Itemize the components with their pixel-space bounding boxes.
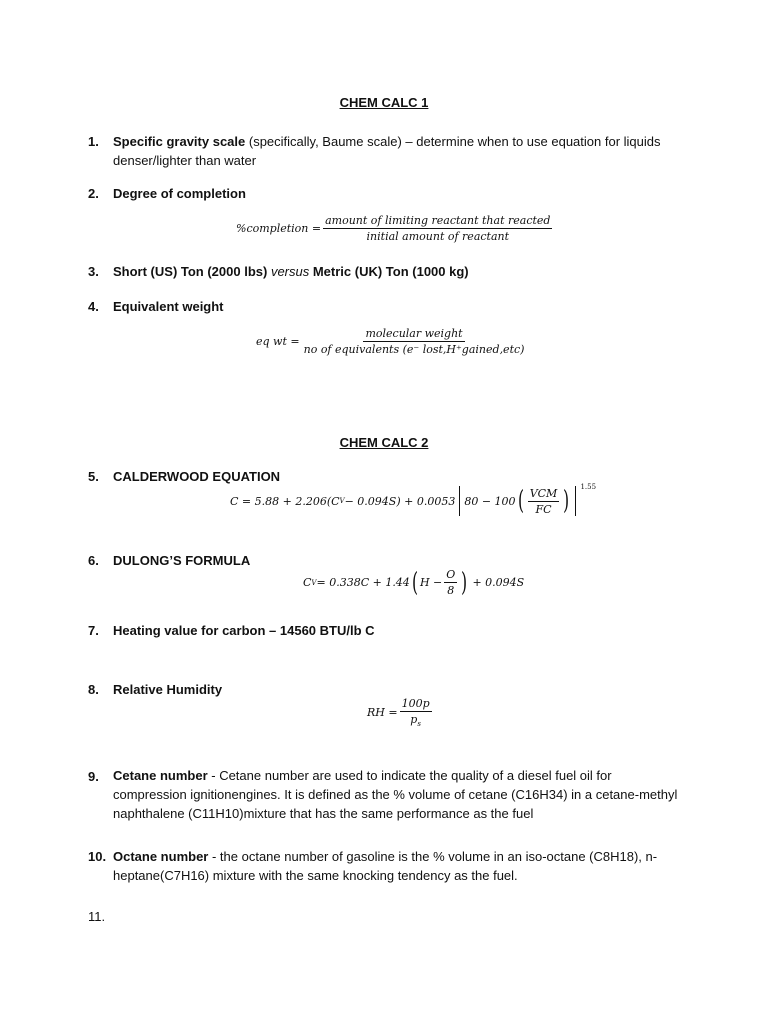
item-number: 2. xyxy=(88,186,99,201)
equation-lhs: C = 5.88 + 2.206(C xyxy=(230,494,340,508)
item-number: 4. xyxy=(88,299,99,314)
equation-fraction xyxy=(323,214,552,243)
equation-eq-wt xyxy=(256,327,528,356)
item-number: 3. xyxy=(88,264,99,279)
subscript: s xyxy=(417,720,421,729)
exponent: 1.55 xyxy=(580,483,597,491)
section-title-chem-calc-2: CHEM CALC 2 xyxy=(339,435,429,450)
item-calderwood: CALDERWOOD EQUATION xyxy=(113,469,281,484)
equation-dulong xyxy=(303,568,524,597)
equation-fraction xyxy=(444,568,457,597)
fraction-denominator: FC xyxy=(535,502,552,516)
fraction-numerator: amount of limiting reactant that reacted xyxy=(325,214,551,227)
item-specific-gravity xyxy=(113,132,688,170)
paren-open: ( xyxy=(411,567,418,598)
abs-bar-left xyxy=(459,486,460,516)
item-text: - Cetane number are used to indicate the quality of a diesel fuel oil for compression ignitionengines. It is defined as the % volume of cetane (C16H34) in a cetane-methyl naphthalene (C11H10)mixture that has the same performance as the fuel xyxy=(113,768,678,821)
item-heating-value: Heating value for carbon – 14560 BTU/lb C xyxy=(113,623,375,638)
equation-fraction xyxy=(302,327,527,356)
equation-inner: 80 − 100 xyxy=(464,494,516,508)
fraction-denominator xyxy=(408,712,423,728)
item-number: 10. xyxy=(88,849,107,864)
equation-completion xyxy=(236,214,554,243)
equation-tail: + 0.094S xyxy=(472,576,525,589)
fraction-denominator: initial amount of reactant xyxy=(366,230,510,243)
equation-lhs: RH = xyxy=(367,706,398,720)
fraction-numerator: VCM xyxy=(529,486,558,500)
item-number: 7. xyxy=(88,623,99,638)
item-number: 1. xyxy=(88,134,99,149)
subscript: V xyxy=(339,497,345,505)
paren-close: ) xyxy=(563,486,570,516)
item-number: 9. xyxy=(88,769,99,784)
item-octane-number xyxy=(113,847,688,885)
item-number: 5. xyxy=(88,469,99,484)
equation-lhs: eq wt = xyxy=(256,335,300,348)
item-equivalent-weight: Equivalent weight xyxy=(113,299,224,314)
subscript: V xyxy=(311,578,317,587)
item-number: 8. xyxy=(88,682,99,697)
equation-fraction xyxy=(400,697,432,728)
item-number: 11. xyxy=(88,909,106,924)
equation-mid: = 0.338C + 1.44 xyxy=(316,576,410,589)
item-number: 6. xyxy=(88,553,99,568)
item-text: (specifically, Baume scale) – determine when to use equation for liquids denser/lighter than water xyxy=(113,134,661,168)
fraction-numerator: molecular weight xyxy=(365,327,463,340)
item-dulong: DULONG’S FORMULA xyxy=(113,553,251,568)
equation-fraction xyxy=(528,487,560,516)
equation-calderwood xyxy=(230,483,597,516)
equation-mid: − 0.094S) + 0.0053 xyxy=(344,494,456,508)
fraction-denominator: 8 xyxy=(447,584,455,597)
item-label: Octane number xyxy=(113,849,209,864)
abs-bar-right xyxy=(575,486,576,516)
item-text: Short (US) Ton (2000 lbs) xyxy=(113,264,271,279)
fraction-denominator: no of equivalents (e⁻ lost,H⁺gained,etc) xyxy=(303,343,525,356)
item-label: Specific gravity scale xyxy=(113,134,246,149)
section-title-chem-calc-1: CHEM CALC 1 xyxy=(339,95,429,110)
item-label: Cetane number xyxy=(113,768,208,783)
item-relative-humidity: Relative Humidity xyxy=(113,682,223,697)
paren-open: ( xyxy=(517,486,524,516)
item-cetane-number xyxy=(113,766,688,823)
item-text: - the octane number of gasoline is the % volume in an iso-octane (C8H18), n-heptane(C7H16) mixture with the same knocking tendency as the fuel. xyxy=(113,849,658,883)
fraction-numerator: O xyxy=(446,568,456,581)
denominator-base: p xyxy=(410,713,418,726)
item-text-italic: versus xyxy=(270,264,310,279)
item-ton-comparison xyxy=(113,262,688,281)
equation-rh xyxy=(367,697,434,728)
paren-close: ) xyxy=(461,567,468,598)
fraction-numerator: 100p xyxy=(401,697,430,710)
item-text: Metric (UK) Ton (1000 kg) xyxy=(309,264,469,279)
equation-lhs: C xyxy=(303,576,312,589)
equation-inner: H − xyxy=(419,576,443,589)
equation-lhs: %completion = xyxy=(236,222,322,235)
item-degree-of-completion: Degree of completion xyxy=(113,186,246,201)
